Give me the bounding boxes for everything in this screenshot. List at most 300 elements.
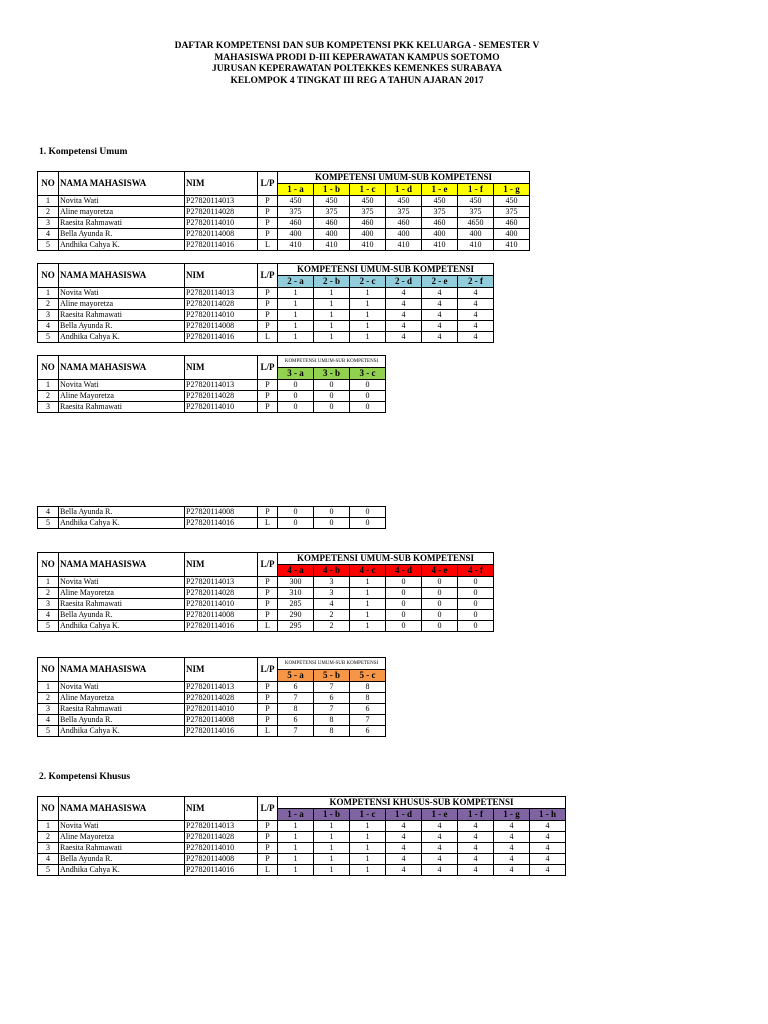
row-value: 1	[350, 310, 386, 321]
row-value: 4	[458, 321, 494, 332]
row-value: 3	[314, 577, 350, 588]
row-name: Aline Mayoretza	[59, 693, 185, 704]
row-nim: P27820114010	[185, 310, 258, 321]
table-row	[38, 507, 386, 518]
row-value: 410	[494, 240, 530, 251]
table-row	[38, 704, 386, 715]
row-name: Novita Wati	[59, 821, 185, 832]
row-lp: P	[258, 821, 278, 832]
row-value: 4	[386, 832, 422, 843]
sub-competency-1-d: 1 - d	[386, 184, 422, 196]
header-group: KOMPETENSI UMUM-SUB KOMPETENSI	[278, 356, 386, 368]
row-name: Raesita Rahmawati	[59, 704, 185, 715]
row-value: 450	[314, 196, 350, 207]
row-nim: P27820114008	[185, 854, 258, 865]
section-title-kompetensi-umum: 1. Kompetensi Umum	[39, 147, 128, 157]
row-value: 0	[386, 621, 422, 632]
row-no: 2	[38, 299, 59, 310]
row-nim: P27820114010	[185, 599, 258, 610]
row-value: 0	[350, 402, 386, 413]
row-value: 0	[278, 380, 314, 391]
row-value: 0	[314, 402, 350, 413]
row-value: 1	[350, 843, 386, 854]
row-value: 8	[278, 704, 314, 715]
table-row	[38, 693, 386, 704]
sub-competency-4-b: 4 - b	[314, 565, 350, 577]
row-lp: P	[258, 577, 278, 588]
row-value: 1	[350, 854, 386, 865]
table-kompetensi-khusus-1	[37, 796, 566, 876]
table-row	[38, 332, 494, 343]
table-kompetensi-umum-1	[37, 171, 530, 251]
row-no: 3	[38, 218, 59, 229]
header-no: NO	[38, 172, 59, 196]
row-name: Novita Wati	[59, 577, 185, 588]
row-value: 4	[458, 821, 494, 832]
row-name: Bella Ayunda R.	[59, 321, 185, 332]
header-nama: NAMA MAHASISWA	[59, 553, 185, 577]
header-nim: NIM	[185, 658, 258, 682]
section-title-kompetensi-khusus: 2. Kompetensi Khusus	[39, 772, 131, 782]
row-value: 1	[278, 310, 314, 321]
row-value: 0	[314, 518, 350, 529]
table-row	[38, 843, 566, 854]
header-nama: NAMA MAHASISWA	[59, 658, 185, 682]
row-value: 0	[314, 391, 350, 402]
sub-competency-4-f: 4 - f	[458, 565, 494, 577]
row-value: 450	[422, 196, 458, 207]
row-value: 410	[314, 240, 350, 251]
row-value: 1	[314, 332, 350, 343]
row-value: 1	[350, 821, 386, 832]
header-lp: L/P	[258, 356, 278, 380]
row-value: 375	[350, 207, 386, 218]
table-row	[38, 321, 494, 332]
row-value: 1	[350, 621, 386, 632]
row-value: 410	[278, 240, 314, 251]
row-lp: P	[258, 588, 278, 599]
row-value: 400	[278, 229, 314, 240]
row-value: 0	[278, 518, 314, 529]
row-value: 1	[278, 865, 314, 876]
row-value: 400	[386, 229, 422, 240]
header-nim: NIM	[185, 356, 258, 380]
row-no: 2	[38, 391, 59, 402]
row-value: 460	[314, 218, 350, 229]
row-value: 300	[278, 577, 314, 588]
row-lp: P	[258, 380, 278, 391]
row-no: 3	[38, 402, 59, 413]
sub-competency-2-b: 2 - b	[314, 276, 350, 288]
row-value: 460	[494, 218, 530, 229]
header-no: NO	[38, 658, 59, 682]
row-value: 7	[278, 693, 314, 704]
row-nim: P27820114013	[185, 380, 258, 391]
row-no: 2	[38, 832, 59, 843]
row-value: 375	[422, 207, 458, 218]
row-no: 1	[38, 577, 59, 588]
table-row	[38, 229, 530, 240]
row-no: 5	[38, 621, 59, 632]
row-value: 400	[314, 229, 350, 240]
sub-competency-5-c: 5 - c	[350, 670, 386, 682]
row-value: 4	[386, 843, 422, 854]
row-value: 460	[422, 218, 458, 229]
row-name: Aline mayoretza	[59, 299, 185, 310]
header-no: NO	[38, 553, 59, 577]
row-value: 2	[314, 610, 350, 621]
row-value: 1	[278, 854, 314, 865]
row-no: 3	[38, 843, 59, 854]
row-value: 410	[422, 240, 458, 251]
row-value: 460	[350, 218, 386, 229]
row-lp: L	[258, 240, 278, 251]
table-row	[38, 588, 494, 599]
row-value: 8	[314, 726, 350, 737]
row-value: 7	[314, 682, 350, 693]
row-value: 4	[422, 332, 458, 343]
row-value: 400	[422, 229, 458, 240]
row-lp: P	[258, 715, 278, 726]
row-name: Andhika Cahya K.	[59, 332, 185, 343]
row-value: 0	[386, 610, 422, 621]
table-row	[38, 402, 386, 413]
row-value: 6	[278, 682, 314, 693]
header-no: NO	[38, 356, 59, 380]
row-value: 4	[386, 332, 422, 343]
row-value: 1	[314, 821, 350, 832]
row-nim: P27820114013	[185, 821, 258, 832]
header-group: KOMPETENSI UMUM-SUB KOMPETENSI	[278, 658, 386, 670]
row-value: 6	[350, 726, 386, 737]
row-nim: P27820114010	[185, 704, 258, 715]
table-row	[38, 288, 494, 299]
row-value: 1	[314, 310, 350, 321]
sub-competency-1-g: 1 - g	[494, 809, 530, 821]
row-value: 410	[350, 240, 386, 251]
header-nim: NIM	[185, 172, 258, 196]
row-value: 295	[278, 621, 314, 632]
header-row	[38, 356, 386, 368]
row-nim: P27820114028	[185, 391, 258, 402]
row-lp: P	[258, 207, 278, 218]
row-value: 4	[458, 832, 494, 843]
header-nim: NIM	[185, 264, 258, 288]
row-lp: P	[258, 832, 278, 843]
row-no: 1	[38, 196, 59, 207]
row-name: Raesita Rahmawati	[59, 218, 185, 229]
row-value: 4	[422, 321, 458, 332]
row-lp: L	[258, 621, 278, 632]
row-lp: P	[258, 507, 278, 518]
row-value: 0	[422, 610, 458, 621]
table-row	[38, 577, 494, 588]
row-nim: P27820114028	[185, 207, 258, 218]
sub-competency-1-c: 1 - c	[350, 184, 386, 196]
sub-competency-3-b: 3 - b	[314, 368, 350, 380]
row-no: 3	[38, 310, 59, 321]
row-value: 4	[386, 865, 422, 876]
row-lp: P	[258, 310, 278, 321]
row-value: 1	[278, 288, 314, 299]
table-row	[38, 207, 530, 218]
row-no: 2	[38, 693, 59, 704]
row-value: 4	[386, 310, 422, 321]
header-nama: NAMA MAHASISWA	[59, 264, 185, 288]
row-value: 290	[278, 610, 314, 621]
row-value: 4	[386, 299, 422, 310]
row-value: 4	[386, 321, 422, 332]
table-row	[38, 854, 566, 865]
row-nim: P27820114028	[185, 832, 258, 843]
row-value: 4	[422, 821, 458, 832]
row-value: 410	[386, 240, 422, 251]
row-value: 4	[494, 865, 530, 876]
row-value: 1	[278, 332, 314, 343]
row-name: Bella Ayunda R.	[59, 229, 185, 240]
table-kompetensi-umum-3-continued	[37, 506, 386, 529]
row-value: 310	[278, 588, 314, 599]
row-value: 1	[350, 865, 386, 876]
document-title	[0, 41, 714, 87]
row-value: 4650	[458, 218, 494, 229]
row-nim: P27820114016	[185, 240, 258, 251]
row-name: Bella Ayunda R.	[59, 715, 185, 726]
row-no: 4	[38, 715, 59, 726]
row-lp: P	[258, 610, 278, 621]
row-value: 0	[386, 577, 422, 588]
row-value: 4	[386, 821, 422, 832]
row-lp: P	[258, 704, 278, 715]
row-value: 7	[278, 726, 314, 737]
row-lp: P	[258, 402, 278, 413]
header-nama: NAMA MAHASISWA	[59, 797, 185, 821]
row-value: 4	[494, 843, 530, 854]
row-name: Andhika Cahya K.	[59, 726, 185, 737]
row-value: 4	[458, 332, 494, 343]
row-name: Aline Mayoretza	[59, 832, 185, 843]
row-no: 5	[38, 332, 59, 343]
sub-competency-2-e: 2 - e	[422, 276, 458, 288]
header-lp: L/P	[258, 264, 278, 288]
header-group: KOMPETENSI KHUSUS-SUB KOMPETENSI	[278, 797, 566, 809]
row-name: Novita Wati	[59, 196, 185, 207]
row-value: 1	[350, 299, 386, 310]
row-value: 1	[278, 299, 314, 310]
row-value: 4	[422, 832, 458, 843]
table-kompetensi-umum-3	[37, 355, 386, 413]
row-lp: P	[258, 218, 278, 229]
row-value: 1	[350, 588, 386, 599]
header-nama: NAMA MAHASISWA	[59, 356, 185, 380]
row-value: 400	[350, 229, 386, 240]
header-row	[38, 553, 494, 565]
row-value: 0	[386, 599, 422, 610]
title-line-4: KELOMPOK 4 TINGKAT III REG A TAHUN AJARAN 2017	[230, 75, 484, 86]
row-nim: P27820114008	[185, 715, 258, 726]
row-name: Novita Wati	[59, 288, 185, 299]
row-value: 3	[314, 588, 350, 599]
table-row	[38, 218, 530, 229]
row-nim: P27820114016	[185, 518, 258, 529]
row-lp: P	[258, 299, 278, 310]
sub-competency-4-c: 4 - c	[350, 565, 386, 577]
row-value: 1	[278, 843, 314, 854]
row-nim: P27820114008	[185, 610, 258, 621]
row-value: 375	[386, 207, 422, 218]
row-value: 4	[530, 843, 566, 854]
row-lp: P	[258, 854, 278, 865]
row-no: 1	[38, 380, 59, 391]
row-value: 4	[422, 854, 458, 865]
sub-competency-2-a: 2 - a	[278, 276, 314, 288]
row-no: 1	[38, 288, 59, 299]
row-value: 450	[386, 196, 422, 207]
sub-competency-3-a: 3 - a	[278, 368, 314, 380]
row-lp: P	[258, 599, 278, 610]
row-nim: P27820114016	[185, 621, 258, 632]
table-row	[38, 865, 566, 876]
sub-competency-1-f: 1 - f	[458, 184, 494, 196]
row-value: 450	[494, 196, 530, 207]
row-value: 1	[314, 854, 350, 865]
row-no: 4	[38, 507, 59, 518]
table-row	[38, 621, 494, 632]
row-value: 1	[350, 321, 386, 332]
row-nim: P27820114013	[185, 577, 258, 588]
table-row	[38, 196, 530, 207]
table-row	[38, 715, 386, 726]
row-name: Bella Ayunda R.	[59, 854, 185, 865]
table-kompetensi-umum-2	[37, 263, 494, 343]
table-row	[38, 518, 386, 529]
row-value: 6	[350, 704, 386, 715]
row-value: 0	[458, 621, 494, 632]
row-lp: P	[258, 693, 278, 704]
row-value: 4	[458, 288, 494, 299]
row-value: 1	[350, 332, 386, 343]
row-lp: L	[258, 332, 278, 343]
row-value: 450	[350, 196, 386, 207]
row-lp: P	[258, 321, 278, 332]
header-lp: L/P	[258, 658, 278, 682]
row-nim: P27820114008	[185, 229, 258, 240]
header-row	[38, 797, 566, 809]
header-group: KOMPETENSI UMUM-SUB KOMPETENSI	[278, 553, 494, 565]
row-value: 0	[458, 577, 494, 588]
row-value: 0	[350, 380, 386, 391]
row-value: 8	[314, 715, 350, 726]
row-no: 5	[38, 726, 59, 737]
row-value: 4	[422, 299, 458, 310]
row-value: 7	[314, 704, 350, 715]
row-lp: P	[258, 288, 278, 299]
header-row	[38, 658, 386, 670]
row-value: 400	[494, 229, 530, 240]
row-value: 1	[278, 832, 314, 843]
row-value: 4	[530, 821, 566, 832]
table-row	[38, 391, 386, 402]
row-value: 4	[386, 288, 422, 299]
header-nama: NAMA MAHASISWA	[59, 172, 185, 196]
row-name: Novita Wati	[59, 682, 185, 693]
row-no: 5	[38, 240, 59, 251]
row-value: 7	[350, 715, 386, 726]
row-value: 4	[422, 843, 458, 854]
row-value: 400	[458, 229, 494, 240]
sub-competency-1-a: 1 - a	[278, 184, 314, 196]
header-lp: L/P	[258, 797, 278, 821]
row-name: Bella Ayunda R.	[59, 610, 185, 621]
row-name: Andhika Cahya K.	[59, 865, 185, 876]
sub-competency-5-b: 5 - b	[314, 670, 350, 682]
row-value: 0	[314, 507, 350, 518]
row-value: 0	[350, 507, 386, 518]
row-value: 0	[278, 507, 314, 518]
row-no: 5	[38, 518, 59, 529]
row-value: 410	[458, 240, 494, 251]
row-nim: P27820114028	[185, 299, 258, 310]
row-lp: P	[258, 196, 278, 207]
row-nim: P27820114028	[185, 693, 258, 704]
row-value: 4	[458, 299, 494, 310]
row-nim: P27820114010	[185, 218, 258, 229]
row-value: 1	[278, 821, 314, 832]
header-lp: L/P	[258, 172, 278, 196]
table-kompetensi-umum-4	[37, 552, 494, 632]
row-value: 1	[314, 865, 350, 876]
row-value: 8	[350, 682, 386, 693]
row-value: 4	[314, 599, 350, 610]
header-row	[38, 172, 530, 184]
row-name: Raesita Rahmawati	[59, 843, 185, 854]
row-value: 1	[350, 599, 386, 610]
sub-competency-1-e: 1 - e	[422, 184, 458, 196]
row-value: 4	[494, 821, 530, 832]
table-row	[38, 599, 494, 610]
sub-competency-2-f: 2 - f	[458, 276, 494, 288]
row-value: 0	[458, 599, 494, 610]
row-value: 0	[422, 588, 458, 599]
table-row	[38, 240, 530, 251]
row-lp: L	[258, 726, 278, 737]
row-nim: P27820114016	[185, 726, 258, 737]
row-value: 4	[386, 854, 422, 865]
row-nim: P27820114010	[185, 843, 258, 854]
header-no: NO	[38, 797, 59, 821]
row-name: Raesita Rahmawati	[59, 402, 185, 413]
title-line-3: JURUSAN KEPERAWATAN POLTEKKES KEMENKES SURABAYA	[212, 64, 502, 74]
sub-competency-1-c: 1 - c	[350, 809, 386, 821]
row-value: 4	[458, 310, 494, 321]
row-name: Aline mayoretza	[59, 207, 185, 218]
row-nim: P27820114016	[185, 332, 258, 343]
row-value: 375	[458, 207, 494, 218]
table-row	[38, 610, 494, 621]
row-nim: P27820114016	[185, 865, 258, 876]
sub-competency-1-b: 1 - b	[314, 809, 350, 821]
row-value: 4	[530, 865, 566, 876]
row-value: 0	[278, 402, 314, 413]
sub-competency-1-g: 1 - g	[494, 184, 530, 196]
row-value: 0	[314, 380, 350, 391]
header-group: KOMPETENSI UMUM-SUB KOMPETENSI	[278, 264, 494, 276]
sub-competency-2-d: 2 - d	[386, 276, 422, 288]
sub-competency-3-c: 3 - c	[350, 368, 386, 380]
row-value: 4	[422, 865, 458, 876]
row-value: 4	[530, 832, 566, 843]
row-value: 6	[278, 715, 314, 726]
